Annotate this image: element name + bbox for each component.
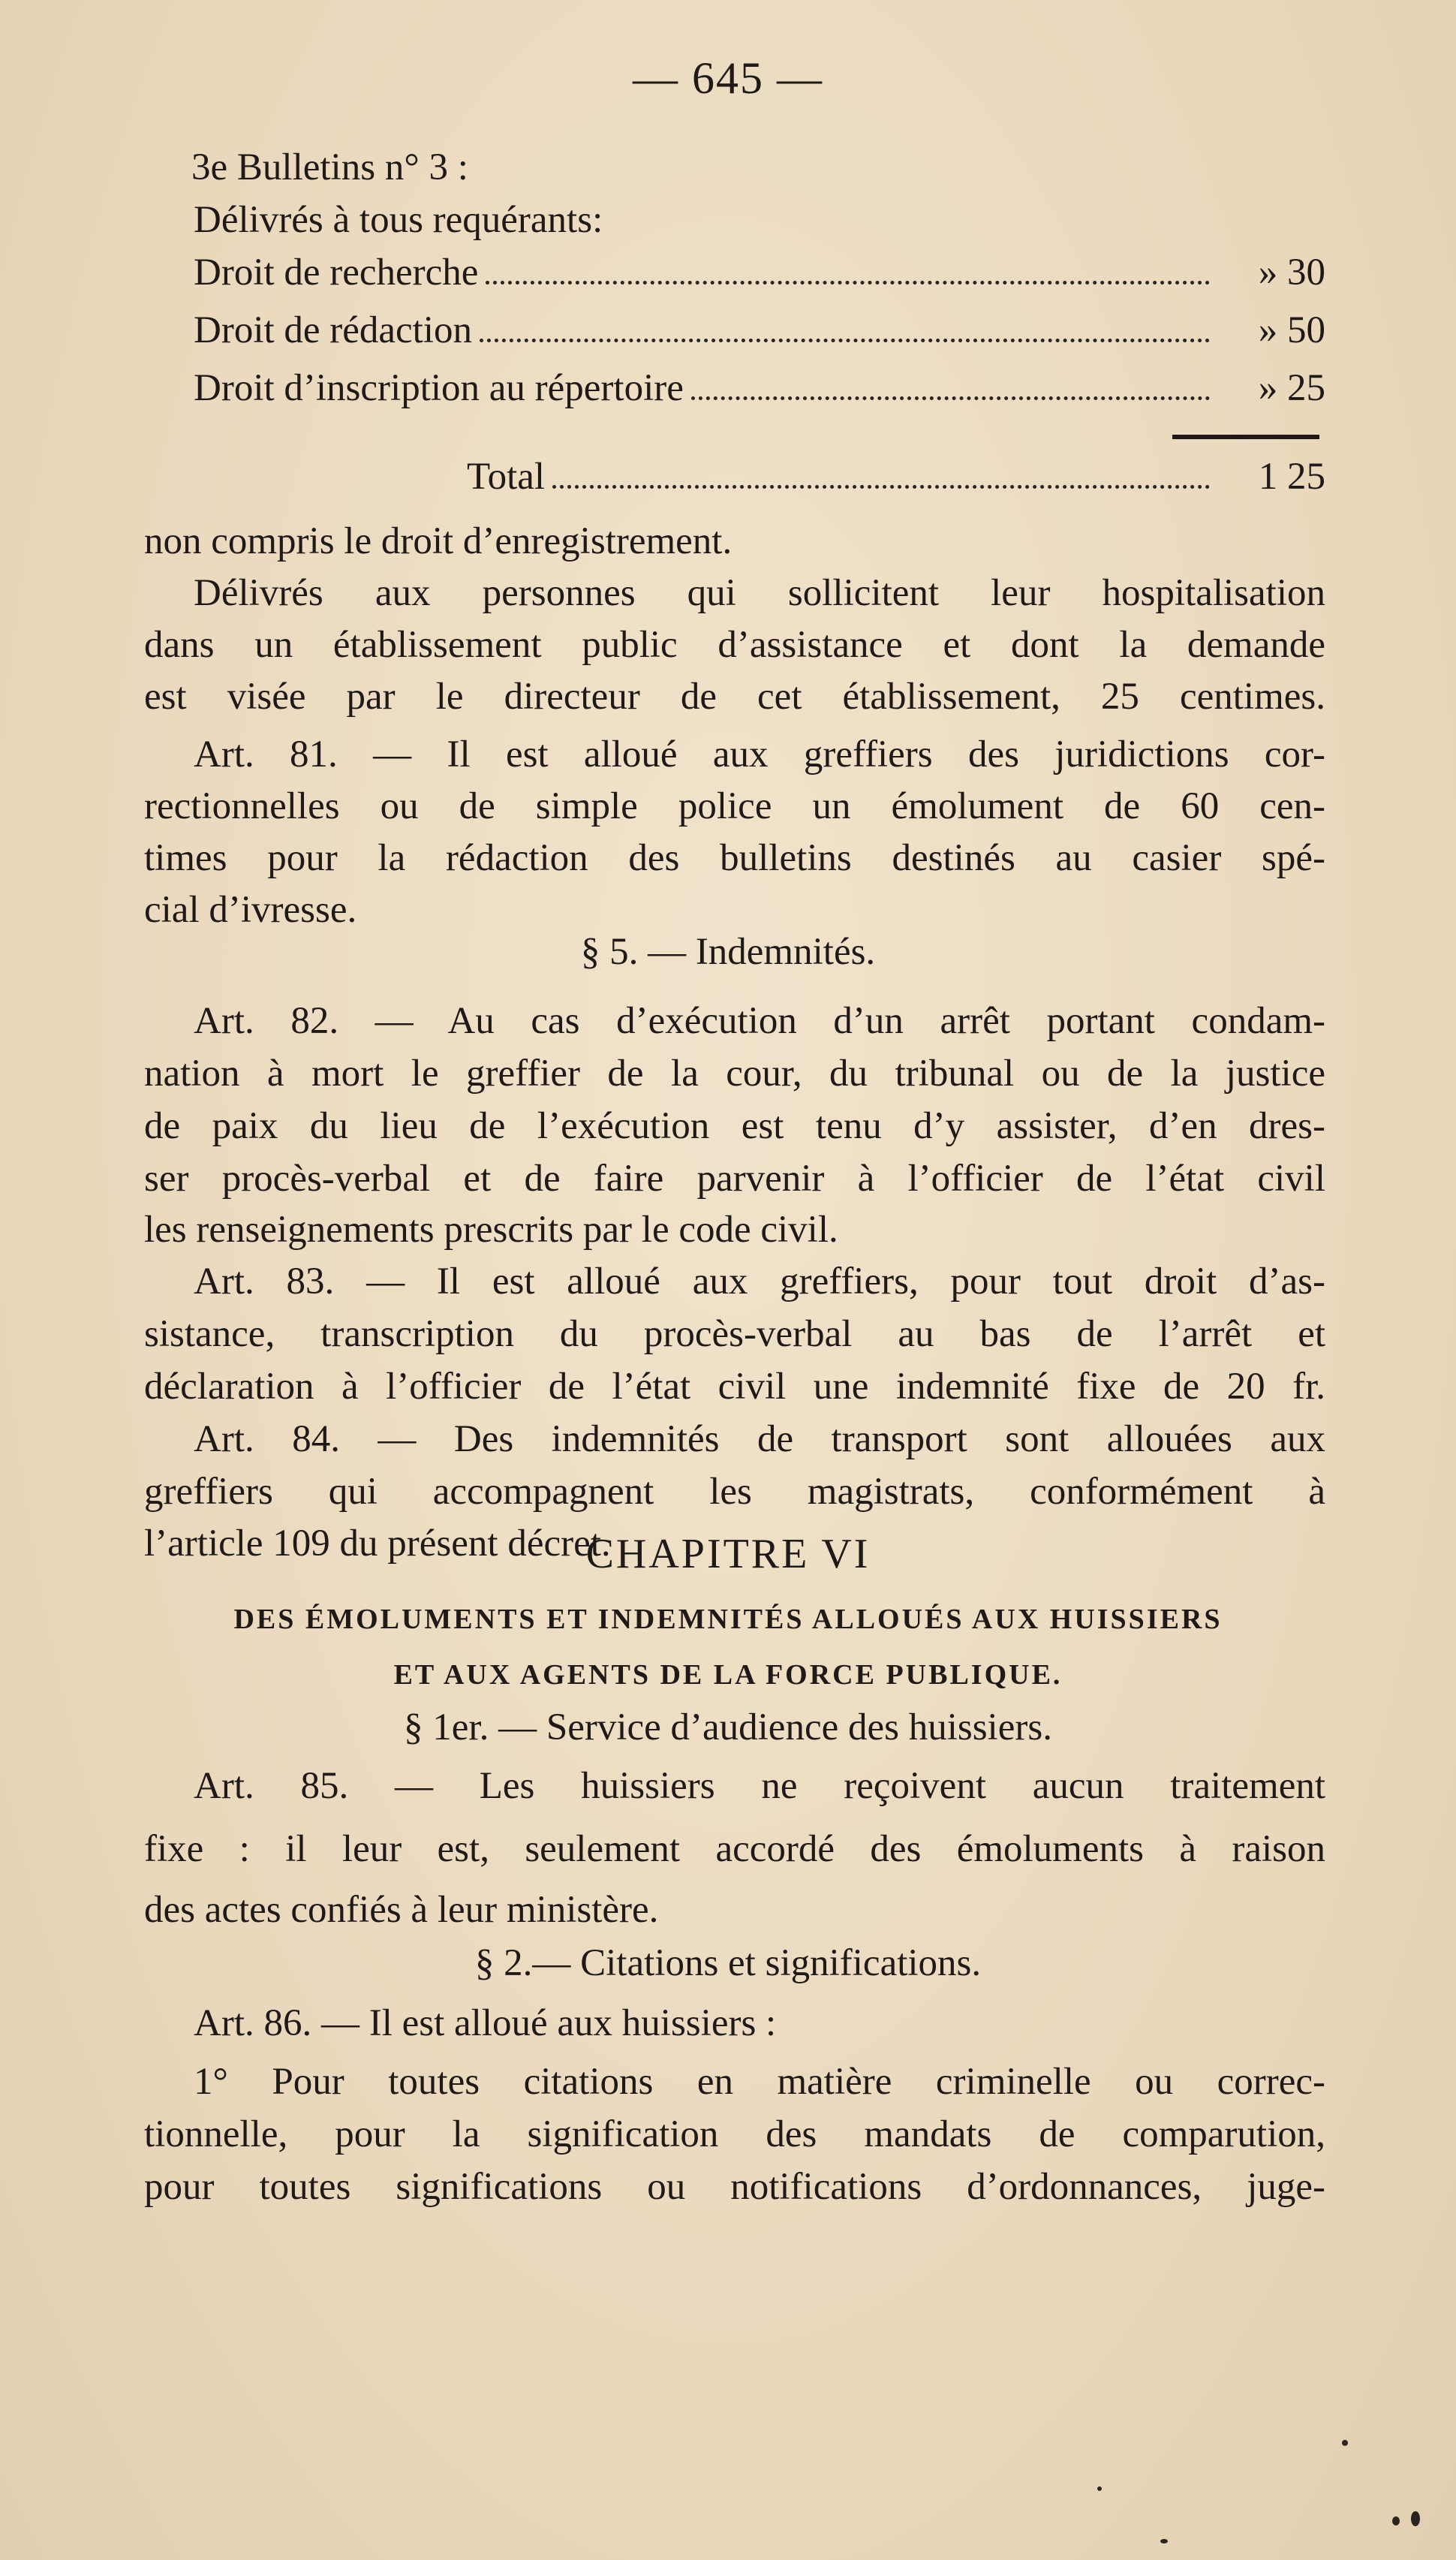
- ink-speck: [1097, 2486, 1102, 2491]
- chapter-title: CHAPITRE VI: [585, 1531, 871, 1577]
- fee-row: [194, 362, 1325, 414]
- fee-amount: » 50: [1258, 309, 1325, 351]
- text-line: dans un établissement public d’assistance et dont la demande: [144, 624, 1325, 666]
- fee-label: Droit d’inscription au répertoire: [194, 367, 684, 409]
- chapter-subtitle: ET AUX AGENTS DE LA FORCE PUBLIQUE.: [393, 1659, 1063, 1691]
- text-line: Art. 83. — Il est alloué aux greffiers, pour tout droit d’as-: [194, 1260, 1325, 1303]
- text-line: tionnelle, pour la signification des mandats de comparution,: [144, 2113, 1325, 2155]
- text-line: 1° Pour toutes citations en matière criminelle ou correc-: [194, 2061, 1325, 2103]
- text-line: Art. 84. — Des indemnités de transport sont allouées aux: [194, 1418, 1325, 1460]
- fee-row: [194, 304, 1325, 357]
- leader-dots: [691, 396, 1210, 400]
- text-line: déclaration à l’officier de l’état civil une indemnité fixe de 20 fr.: [144, 1366, 1325, 1408]
- delivered-to-all: Délivrés à tous requérants:: [194, 199, 603, 241]
- chapter-subtitle: DES ÉMOLUMENTS ET INDEMNITÉS ALLOUÉS AUX HUISSIERS: [233, 1604, 1223, 1635]
- fee-label: Droit de recherche: [194, 251, 479, 294]
- fee-amount: » 25: [1258, 367, 1325, 409]
- ink-speck: [1411, 2511, 1420, 2526]
- leader-dots: [486, 281, 1210, 285]
- text-line: Art. 82. — Au cas d’exécution d’un arrêt portant condam-: [194, 1000, 1325, 1042]
- ink-speck: [1342, 2440, 1348, 2446]
- text-line: Délivrés aux personnes qui sollicitent leur hospitalisation: [194, 572, 1325, 614]
- text-line: des actes confiés à leur ministère.: [144, 1889, 659, 1931]
- total-amount: 1 25: [1258, 456, 1325, 498]
- text-line: non compris le droit d’enregistrement.: [144, 520, 733, 562]
- text-line: nation à mort le greffier de la cour, du tribunal ou de la justice: [144, 1053, 1325, 1095]
- text-line: Art. 81. — Il est alloué aux greffiers des juridictions cor-: [194, 733, 1325, 776]
- section-heading: § 1er. — Service d’audience des huissiers.: [404, 1706, 1052, 1748]
- bulletins-heading: 3e Bulletins n° 3 :: [191, 146, 468, 188]
- total-row: [467, 450, 1325, 503]
- ink-speck: [1160, 2539, 1168, 2543]
- text-line: Art. 86. — Il est alloué aux huissiers :: [194, 2002, 777, 2044]
- text-line: sistance, transcription du procès-verbal au bas de l’arrêt et: [144, 1313, 1325, 1355]
- text-line: l’article 109 du présent décret.: [144, 1522, 611, 1565]
- total-rule: [1172, 435, 1319, 439]
- section-heading: § 2.— Citations et significations.: [474, 1942, 982, 1984]
- text-line: de paix du lieu de l’exécution est tenu d’y assister, d’en dres-: [144, 1105, 1325, 1147]
- leader-dots: [480, 339, 1210, 342]
- text-line: Art. 85. — Les huissiers ne reçoivent aucun traitement: [194, 1765, 1325, 1807]
- text-line: times pour la rédaction des bulletins destinés au casier spé-: [144, 837, 1325, 879]
- fee-row: [194, 246, 1325, 299]
- text-line: greffiers qui accompagnent les magistrats, conformément à: [144, 1471, 1325, 1513]
- page-number: — 645 —: [633, 53, 823, 103]
- text-line: fixe : il leur est, seulement accordé des émoluments à raison: [144, 1828, 1325, 1870]
- ink-speck: [1392, 2516, 1400, 2525]
- text-line: rectionnelles ou de simple police un émolument de 60 cen-: [144, 785, 1325, 827]
- leader-dots: [552, 485, 1210, 489]
- text-line: pour toutes significations ou notifications d’ordonnances, juge-: [144, 2166, 1325, 2208]
- text-line: ser procès-verbal et de faire parvenir à l’officier de l’état civil: [144, 1158, 1325, 1200]
- text-line: est visée par le directeur de cet établissement, 25 centimes.: [144, 676, 1325, 718]
- total-label: Total: [467, 456, 546, 498]
- text-line: cial d’ivresse.: [144, 889, 357, 931]
- text-line: les renseignements prescrits par le code civil.: [144, 1209, 838, 1251]
- fee-label: Droit de rédaction: [194, 309, 473, 351]
- section-heading: § 5. — Indemnités.: [580, 931, 876, 973]
- fee-amount: » 30: [1258, 251, 1325, 294]
